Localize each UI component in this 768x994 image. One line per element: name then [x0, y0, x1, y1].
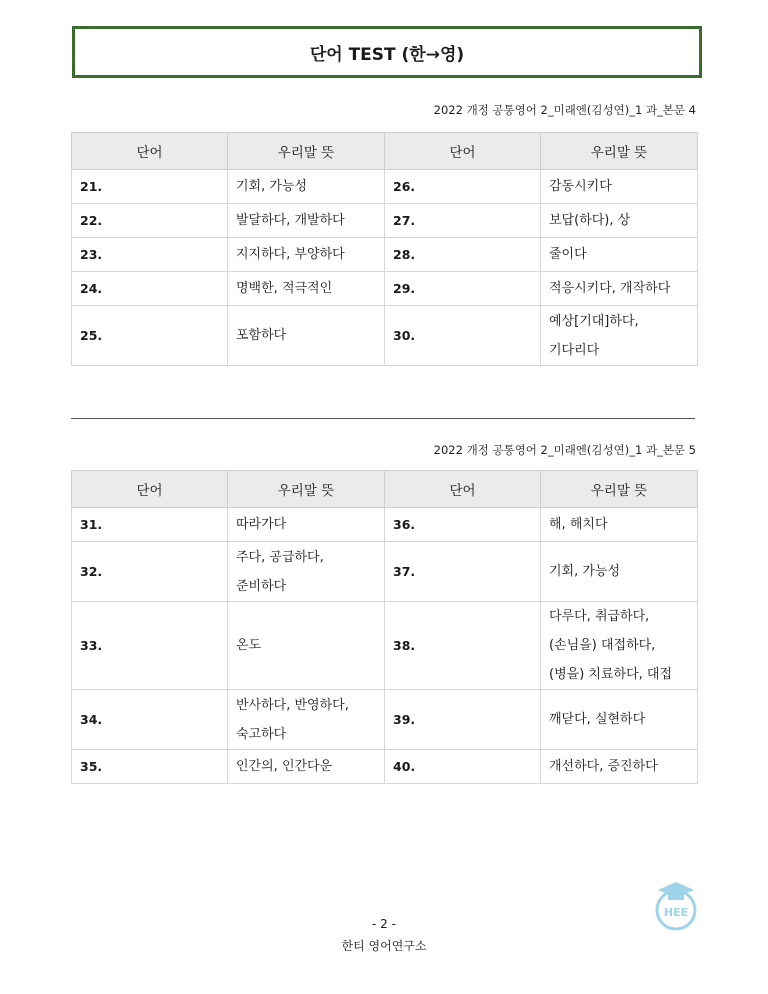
- page-title-box: [72, 26, 702, 78]
- word-number: 32.: [72, 542, 228, 602]
- word-meaning: [228, 508, 385, 542]
- header-meaning: 우리말 뜻: [228, 471, 385, 508]
- word-number: 39.: [385, 690, 541, 750]
- word-number: 35.: [72, 750, 228, 784]
- word-meaning: [541, 750, 698, 784]
- word-number: 38.: [385, 602, 541, 690]
- word-meaning: [228, 542, 385, 602]
- word-number: 33.: [72, 602, 228, 690]
- word-meaning: [228, 170, 385, 204]
- section-1-source: 2022 개정 공통영어 2_미래엔(김성연)_1 과_본문 4: [433, 103, 696, 117]
- meaning-line: 숙고하다: [236, 726, 287, 742]
- word-meaning: [228, 306, 385, 366]
- word-number: 31.: [72, 508, 228, 542]
- meaning-line: 명백한, 적극적인: [236, 281, 333, 296]
- meaning-line: 보답(하다), 상: [549, 213, 631, 228]
- table-row: [72, 542, 698, 602]
- meaning-line: 기회, 가능성: [236, 179, 308, 194]
- vocab-table-2: [71, 470, 698, 784]
- word-meaning: [228, 750, 385, 784]
- word-number: 30.: [385, 306, 541, 366]
- meaning-line: 인간의, 인간다운: [236, 759, 333, 774]
- meaning-line: 포함하다: [236, 328, 287, 343]
- word-meaning: [541, 238, 698, 272]
- meaning-line: 줄이다: [549, 247, 587, 262]
- word-meaning: [541, 272, 698, 306]
- hee-logo: [652, 880, 700, 932]
- word-meaning: [541, 690, 698, 750]
- word-meaning: [541, 170, 698, 204]
- word-number: 40.: [385, 750, 541, 784]
- meaning-line: 주다, 공급하다,: [236, 549, 324, 565]
- header-meaning: 우리말 뜻: [541, 133, 698, 170]
- word-number: 28.: [385, 238, 541, 272]
- meaning-line: 지지하다, 부양하다: [236, 247, 345, 262]
- section-divider: [71, 418, 695, 419]
- header-word: 단어: [72, 133, 228, 170]
- meaning-line: 발달하다, 개발하다: [236, 213, 345, 228]
- table-row: [72, 602, 698, 690]
- meaning-line: (손님을) 대접하다,: [549, 638, 656, 653]
- table-row: [72, 306, 698, 366]
- meaning-line: 예상[기대]하다,: [549, 313, 639, 329]
- word-meaning: [541, 542, 698, 602]
- meaning-line: 반사하다, 반영하다,: [236, 697, 349, 713]
- page-number: - 2 -: [372, 917, 396, 931]
- meaning-line: 개선하다, 증진하다: [549, 759, 658, 774]
- meaning-line: 다루다, 취급하다,: [549, 609, 650, 624]
- meaning-line: 적응시키다, 개작하다: [549, 281, 671, 296]
- table-row: [72, 508, 698, 542]
- word-meaning: [228, 272, 385, 306]
- section-2-source: 2022 개정 공통영어 2_미래엔(김성연)_1 과_본문 5: [433, 443, 696, 457]
- meaning-line: 기회, 가능성: [549, 564, 621, 579]
- word-number: 37.: [385, 542, 541, 602]
- word-meaning: [228, 204, 385, 238]
- word-number: 24.: [72, 272, 228, 306]
- word-meaning: [541, 306, 698, 366]
- header-word: 단어: [385, 133, 541, 170]
- vocab-table-1: [71, 132, 698, 366]
- meaning-line: (병을) 치료하다, 대접: [549, 667, 673, 682]
- word-meaning: [541, 508, 698, 542]
- word-number: 27.: [385, 204, 541, 238]
- word-number: 29.: [385, 272, 541, 306]
- word-number: 25.: [72, 306, 228, 366]
- word-meaning: [541, 204, 698, 238]
- table-row: [72, 750, 698, 784]
- word-number: 34.: [72, 690, 228, 750]
- table-header-row: [72, 471, 698, 508]
- meaning-line: 기다리다: [549, 342, 600, 358]
- meaning-line: 깨닫다, 실현하다: [549, 712, 646, 727]
- header-word: 단어: [385, 471, 541, 508]
- meaning-line: 따라가다: [236, 517, 287, 532]
- word-meaning: [541, 602, 698, 690]
- footer-label: 한티 영어연구소: [341, 939, 427, 953]
- logo-text: HEE: [663, 906, 689, 919]
- meaning-line: 해, 해치다: [549, 517, 608, 532]
- word-meaning: [228, 690, 385, 750]
- header-meaning: 우리말 뜻: [541, 471, 698, 508]
- table-row: [72, 272, 698, 306]
- page-title: 단어 TEST (한→영): [309, 44, 465, 65]
- word-number: 23.: [72, 238, 228, 272]
- table-row: [72, 690, 698, 750]
- meaning-line: 온도: [236, 638, 262, 653]
- word-number: 26.: [385, 170, 541, 204]
- header-meaning: 우리말 뜻: [228, 133, 385, 170]
- word-meaning: [228, 238, 385, 272]
- table-row: [72, 204, 698, 238]
- header-word: 단어: [72, 471, 228, 508]
- word-number: 21.: [72, 170, 228, 204]
- word-number: 22.: [72, 204, 228, 238]
- table-row: [72, 170, 698, 204]
- table-row: [72, 238, 698, 272]
- table-header-row: [72, 133, 698, 170]
- word-meaning: [228, 602, 385, 690]
- meaning-line: 준비하다: [236, 578, 287, 594]
- word-number: 36.: [385, 508, 541, 542]
- meaning-line: 감동시키다: [549, 179, 612, 194]
